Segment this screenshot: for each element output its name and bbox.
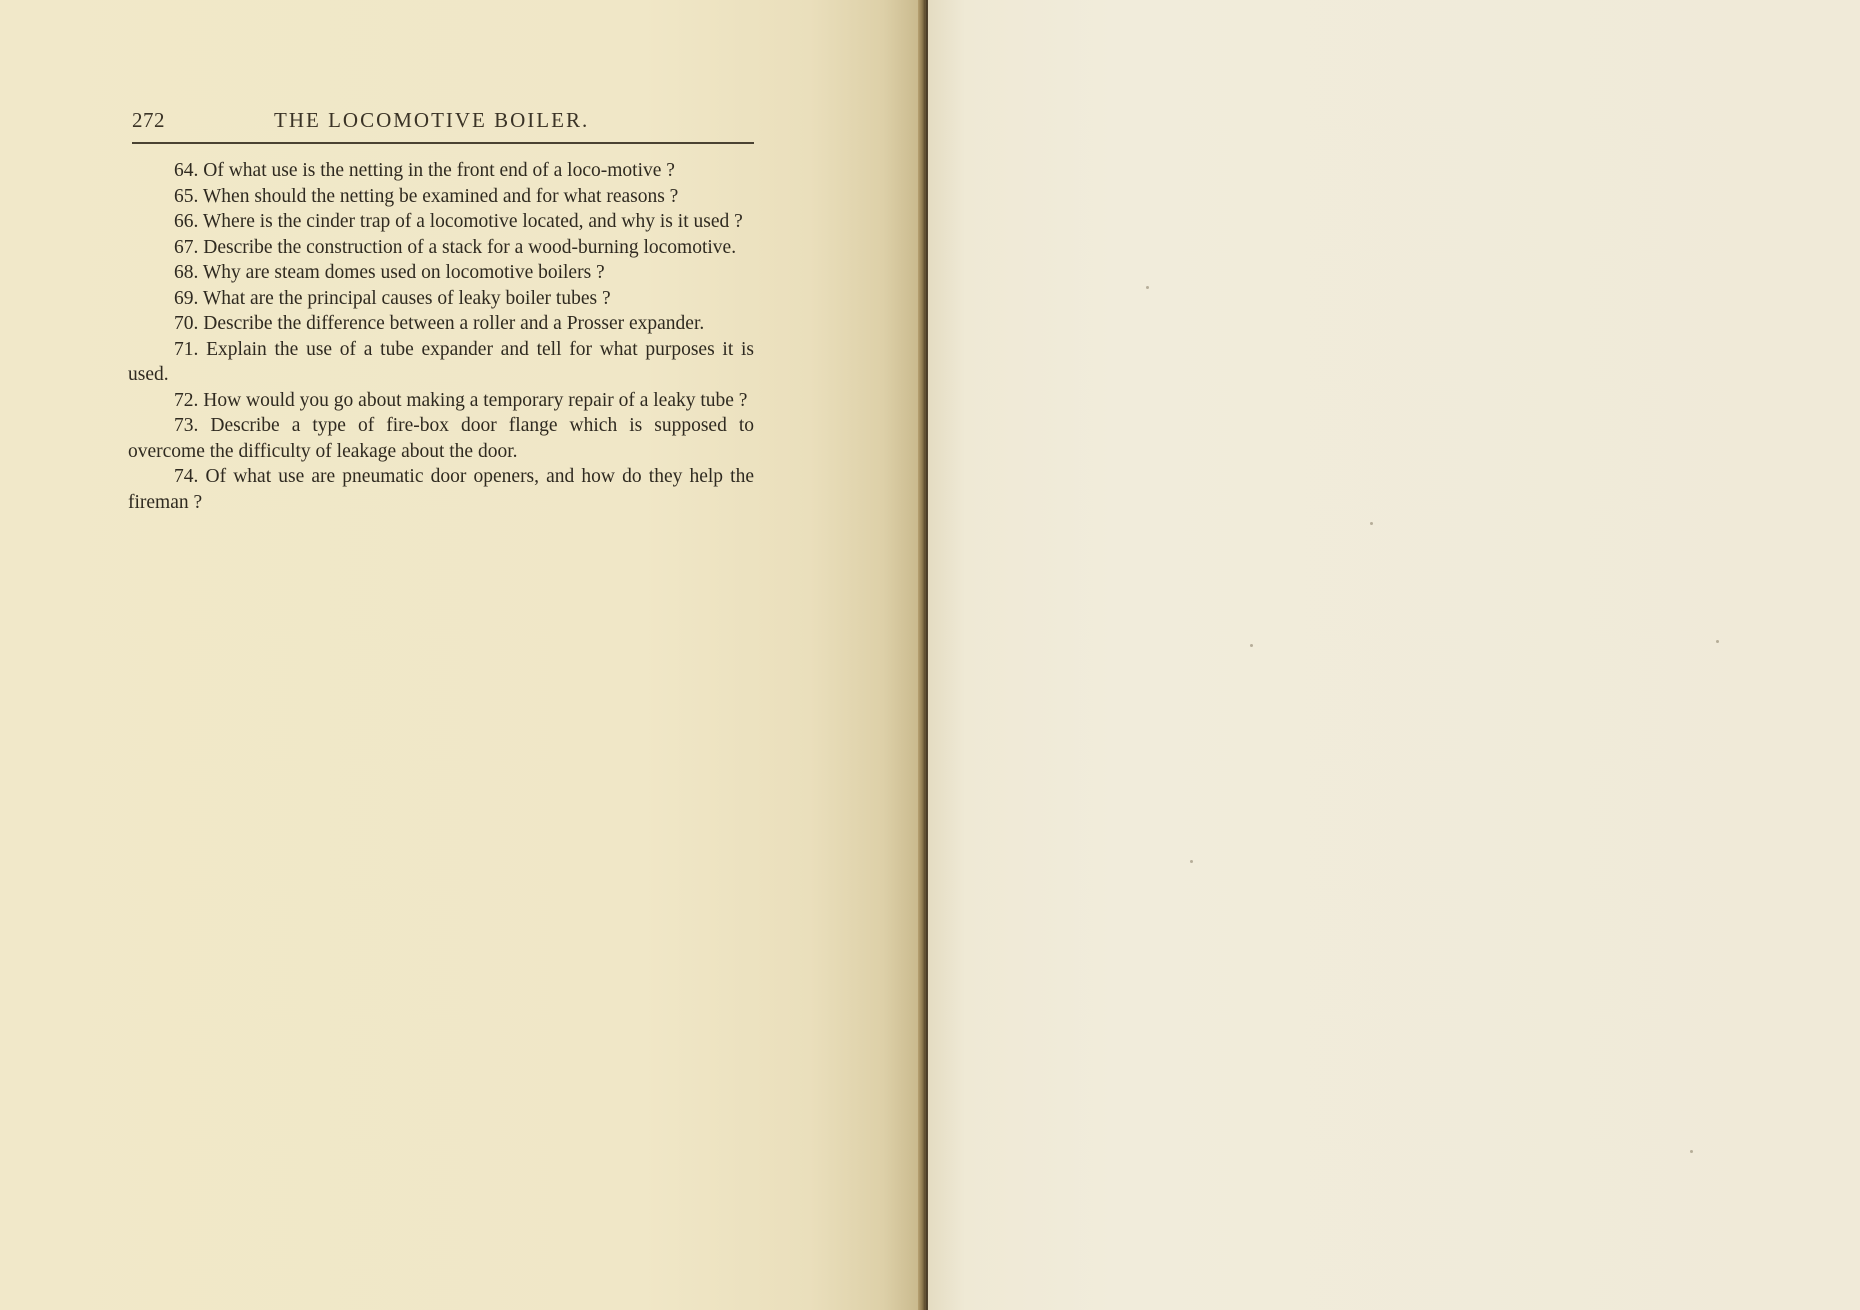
questions-list [128,158,754,515]
paper-speck [1190,860,1193,863]
book-title: THE LOCOMOTIVE BOILER. [274,108,590,132]
question-68: 68. Why are steam domes used on locomotive boilers ? [174,262,605,283]
question-65: 65. When should the netting be examined and for what reasons ? [174,185,679,207]
question-72: 72. How would you go about making a temporary repair of a leaky tube ? [174,389,748,411]
paper-speck [1690,1150,1693,1153]
paper-speck [1716,640,1719,643]
page-number: 272 [132,108,165,132]
question-66: 66. Where is the cinder trap of a locomotive located, and why is it used ? [174,211,743,232]
question-74: 74. Of what use are pneumatic door openers, and how do they help the fireman ? [128,466,754,513]
paper-speck [1370,522,1373,525]
left-page [0,0,920,1310]
question-67: 67. Describe the construction of a stack for a wood-burning locomotive. [174,236,737,258]
question-71: 71. Explain the use of a tube expander and tell for what purposes it is used. [128,338,754,385]
question-73: 73. Describe a type of fire-box door flange which is supposed to overcome the difficulty of leakage about the door. [128,415,754,462]
right-page-blank [928,0,1860,1310]
question-70: 70. Describe the difference between a roller and a Prosser expander. [174,313,705,334]
paper-speck [1146,286,1149,289]
paper-speck [1250,644,1253,647]
question-69: 69. What are the principal causes of leaky boiler tubes ? [174,287,611,309]
header-rule [132,142,754,144]
question-64: 64. Of what use is the netting in the front end of a loco-motive ? [174,160,675,181]
running-head [132,104,754,140]
